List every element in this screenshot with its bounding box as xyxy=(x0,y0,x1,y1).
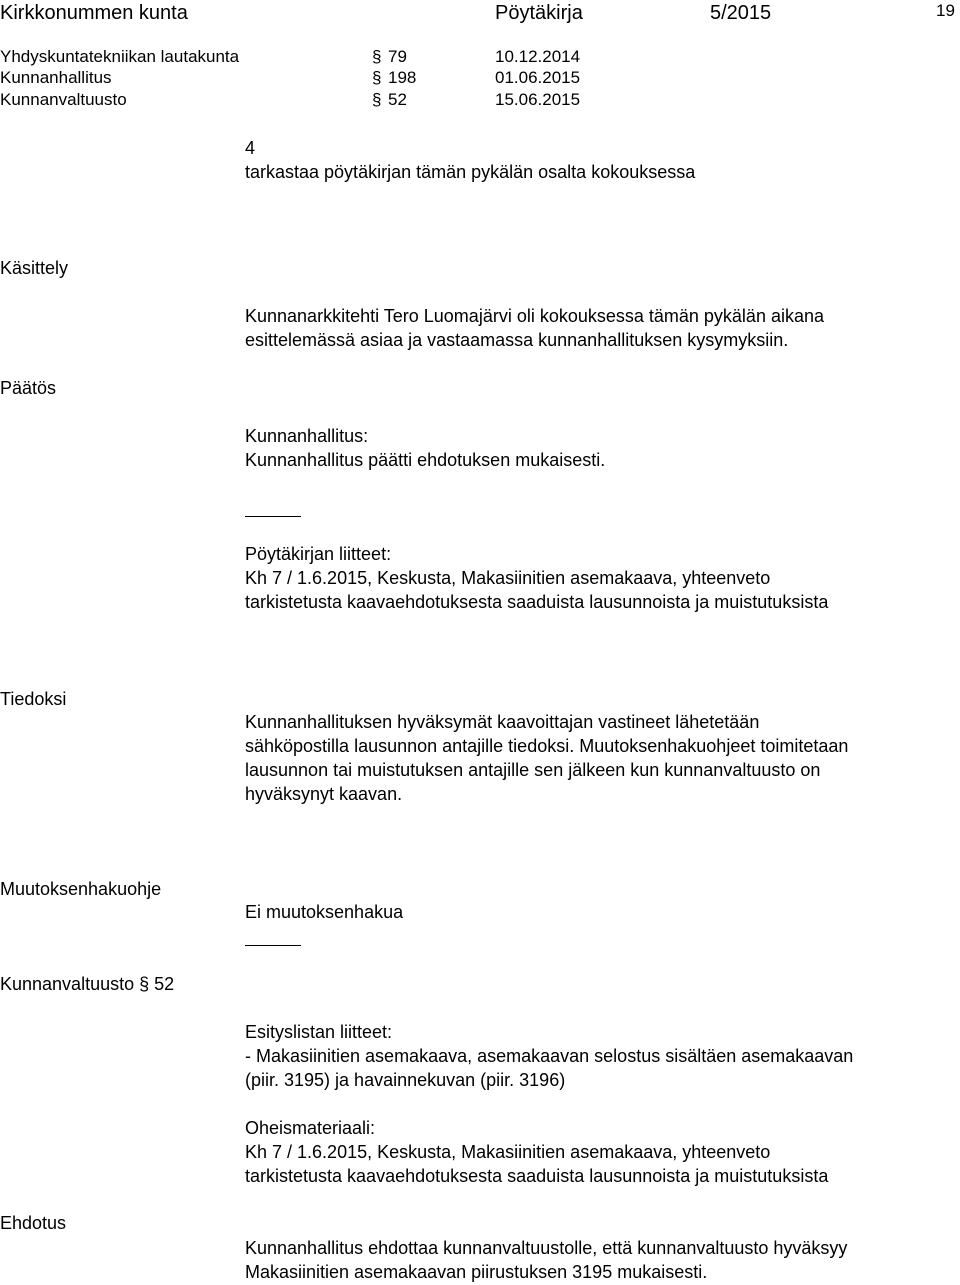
section-label-paatos: Päätös xyxy=(0,378,57,398)
meta-date: 15.06.2015 xyxy=(495,90,581,109)
kasittely-text xyxy=(245,304,945,352)
intro-text: tarkastaa pöytäkirjan tämän pykälän osalta kokouksessa xyxy=(245,162,696,182)
text-line: - Makasiinitien asemakaava, asemakaavan selostus sisältäen asemakaavan xyxy=(245,1046,854,1066)
section-sign-icon: § xyxy=(372,68,382,87)
poytakirjan-liitteet-heading: Pöytäkirjan liitteet: xyxy=(245,544,392,564)
meta-body: Kunnanvaltuusto xyxy=(0,90,127,109)
paatos-heading: Kunnanhallitus: xyxy=(245,426,369,446)
meta-date: 01.06.2015 xyxy=(495,68,581,87)
text-line: Makasiinitien asemakaavan piirustuksen 3195 mukaisesti. xyxy=(245,1262,708,1282)
separator-rule xyxy=(245,945,301,946)
text-line: Kunnanhallitus ehdottaa kunnanvaltuustolle, että kunnanvaltuusto hyväksyy xyxy=(245,1238,848,1258)
muutoksenhakuohje-text: Ei muutoksenhakua xyxy=(245,902,404,922)
meta-number: 198 xyxy=(388,68,417,87)
separator-rule xyxy=(245,516,301,517)
oheismateriaali-heading: Oheismateriaali: xyxy=(245,1118,376,1138)
section-label-kunnanvaltuusto xyxy=(0,972,174,996)
meta-body: Kunnanhallitus xyxy=(0,68,112,87)
esityslistan-liitteet-text xyxy=(245,1044,945,1092)
text-line: lausunnon tai muistutuksen antajille sen jälkeen kun kunnanvaltuusto on xyxy=(245,760,821,780)
tiedoksi-text xyxy=(245,710,945,806)
section-label-tiedoksi: Tiedoksi xyxy=(0,689,67,709)
esityslistan-liitteet-heading: Esityslistan liitteet: xyxy=(245,1022,393,1042)
text-line: Kh 7 / 1.6.2015, Keskusta, Makasiinitien asemakaava, yhteenveto xyxy=(245,568,771,588)
text-line: (piir. 3195) ja havainnekuvan (piir. 3196) xyxy=(245,1070,566,1090)
kunnanvaltuusto-label: Kunnanvaltuusto xyxy=(0,974,135,994)
issue-number: 5/2015 xyxy=(710,2,772,24)
section-sign-icon: § xyxy=(139,974,150,994)
text-line: tarkistetusta kaavaehdotuksesta saaduista lausunnoista ja muistutuksista xyxy=(245,1166,829,1186)
text-line: Kunnanarkkitehti Tero Luomajärvi oli kokouksessa tämän pykälän aikana xyxy=(245,306,824,326)
paatos-text: Kunnanhallitus päätti ehdotuksen mukaisesti. xyxy=(245,450,606,470)
text-line: hyväksynyt kaavan. xyxy=(245,784,403,804)
municipality-name: Kirkkonummen kunta xyxy=(0,2,188,24)
ehdotus-text xyxy=(245,1236,945,1284)
section-sign-icon: § xyxy=(372,90,382,109)
page-number: 19 xyxy=(936,1,955,20)
section-label-ehdotus: Ehdotus xyxy=(0,1213,67,1233)
meta-date: 10.12.2014 xyxy=(495,47,581,66)
meta-number: 79 xyxy=(388,47,407,66)
section-label-kasittely: Käsittely xyxy=(0,258,69,278)
meta-body: Yhdyskuntatekniikan lautakunta xyxy=(0,47,240,66)
text-line: sähköpostilla lausunnon antajille tiedoksi. Muutoksenhakuohjeet toimitetaan xyxy=(245,736,849,756)
text-line: esittelemässä asiaa ja vastaamassa kunnanhallituksen kysymyksiin. xyxy=(245,330,789,350)
section-sign-icon: § xyxy=(372,47,382,66)
text-line: tarkistetusta kaavaehdotuksesta saaduista lausunnoista ja muistutuksista xyxy=(245,592,829,612)
meta-number: 52 xyxy=(388,90,407,109)
text-line: Kunnanhallituksen hyväksymät kaavoittajan vastineet lähetetään xyxy=(245,712,760,732)
section-label-muutoksenhakuohje: Muutoksenhakuohje xyxy=(0,879,162,899)
text-line: Kh 7 / 1.6.2015, Keskusta, Makasiinitien asemakaava, yhteenveto xyxy=(245,1142,771,1162)
kunnanvaltuusto-number: 52 xyxy=(154,974,175,994)
oheismateriaali-text xyxy=(245,1140,945,1188)
intro-number: 4 xyxy=(245,138,256,158)
poytakirjan-liitteet-text xyxy=(245,566,945,614)
document-type: Pöytäkirja xyxy=(495,2,583,24)
